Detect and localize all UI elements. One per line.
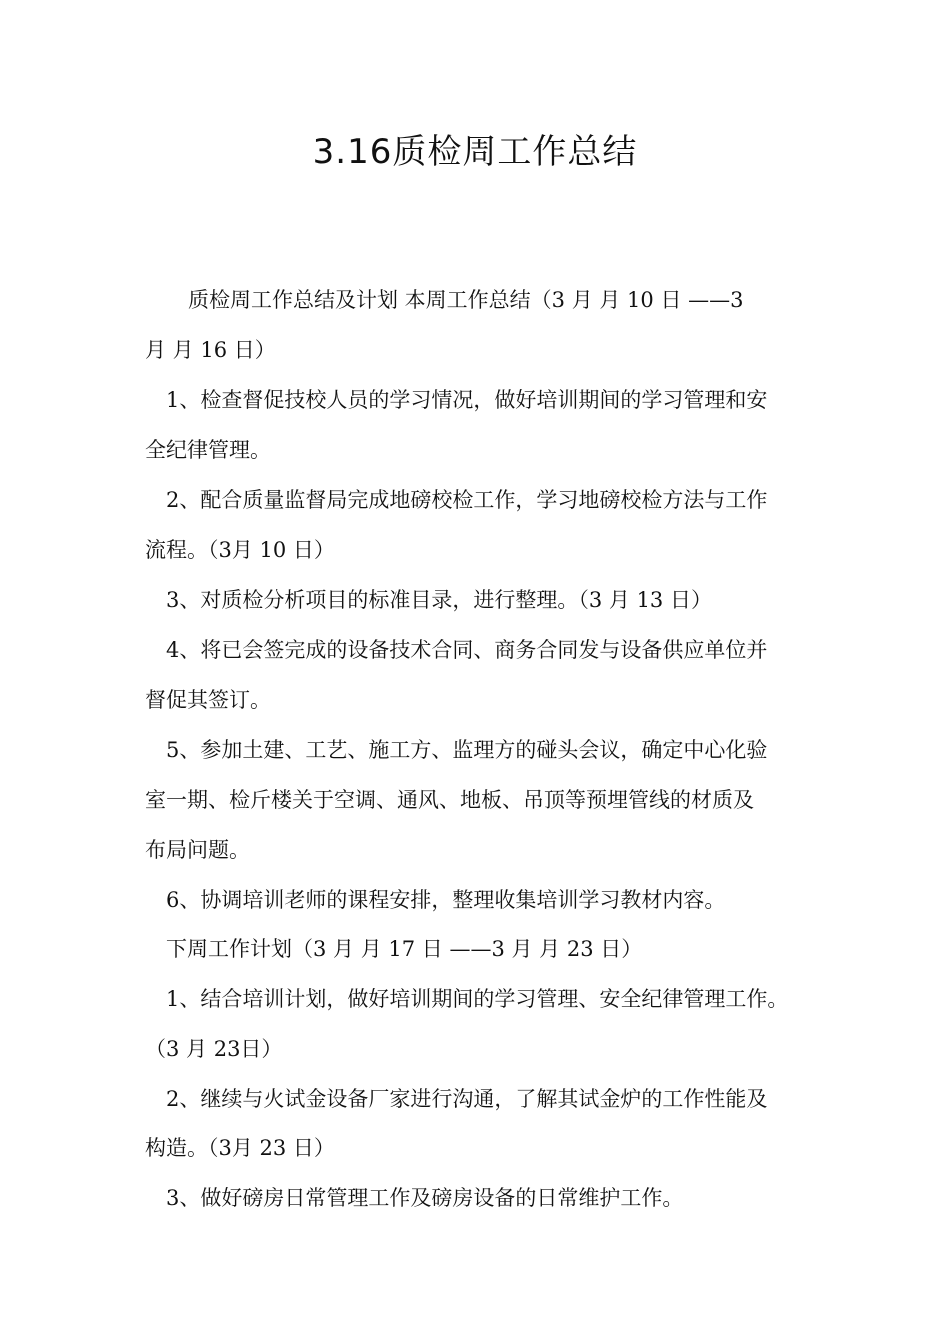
paragraph-line: 督促其签订。 <box>145 688 271 712</box>
paragraph-line: 全纪律管理。 <box>145 438 271 462</box>
paragraph-line: 6、协调培训老师的课程安排，整理收集培训学习教材内容。 <box>166 888 726 912</box>
paragraph-line: 流程。（3月 10 日） <box>145 538 335 562</box>
document-title: 3.16质检周工作总结 <box>312 132 638 172</box>
paragraph-line: 质检周工作总结及计划 本周工作总结（3 月 月 10 日 ——3 <box>188 288 744 312</box>
paragraph-line: 月 月 16 日） <box>145 338 276 362</box>
paragraph-line: 3、对质检分析项目的标准目录，进行整理。（3 月 13 日） <box>166 588 712 612</box>
paragraph-line: 4、将已会签完成的设备技术合同、商务合同发与设备供应单位并 <box>166 638 768 662</box>
paragraph-line: 1、结合培训计划，做好培训期间的学习管理、安全纪律管理工作。 <box>166 987 789 1011</box>
section-heading: 下周工作计划（3 月 月 17 日 ——3 月 月 23 日） <box>166 937 643 961</box>
paragraph-line: 构造。（3月 23 日） <box>145 1136 335 1160</box>
paragraph-line: 1、检查督促技校人员的学习情况，做好培训期间的学习管理和安 <box>166 388 768 412</box>
paragraph-line: 布局问题。 <box>145 838 250 862</box>
paragraph-line: 室一期、检斤楼关于空调、通风、地板、吊顶等预埋管线的材质及 <box>145 788 754 812</box>
paragraph-line: 5、参加土建、工艺、施工方、监理方的碰头会议，确定中心化验 <box>166 738 768 762</box>
paragraph-line: 2、配合质量监督局完成地磅校检工作，学习地磅校检方法与工作 <box>166 488 768 512</box>
paragraph-line: 3、做好磅房日常管理工作及磅房设备的日常维护工作。 <box>166 1186 684 1210</box>
paragraph-line: （3 月 23日） <box>145 1037 283 1061</box>
paragraph-line: 2、继续与火试金设备厂家进行沟通，了解其试金炉的工作性能及 <box>166 1087 768 1111</box>
